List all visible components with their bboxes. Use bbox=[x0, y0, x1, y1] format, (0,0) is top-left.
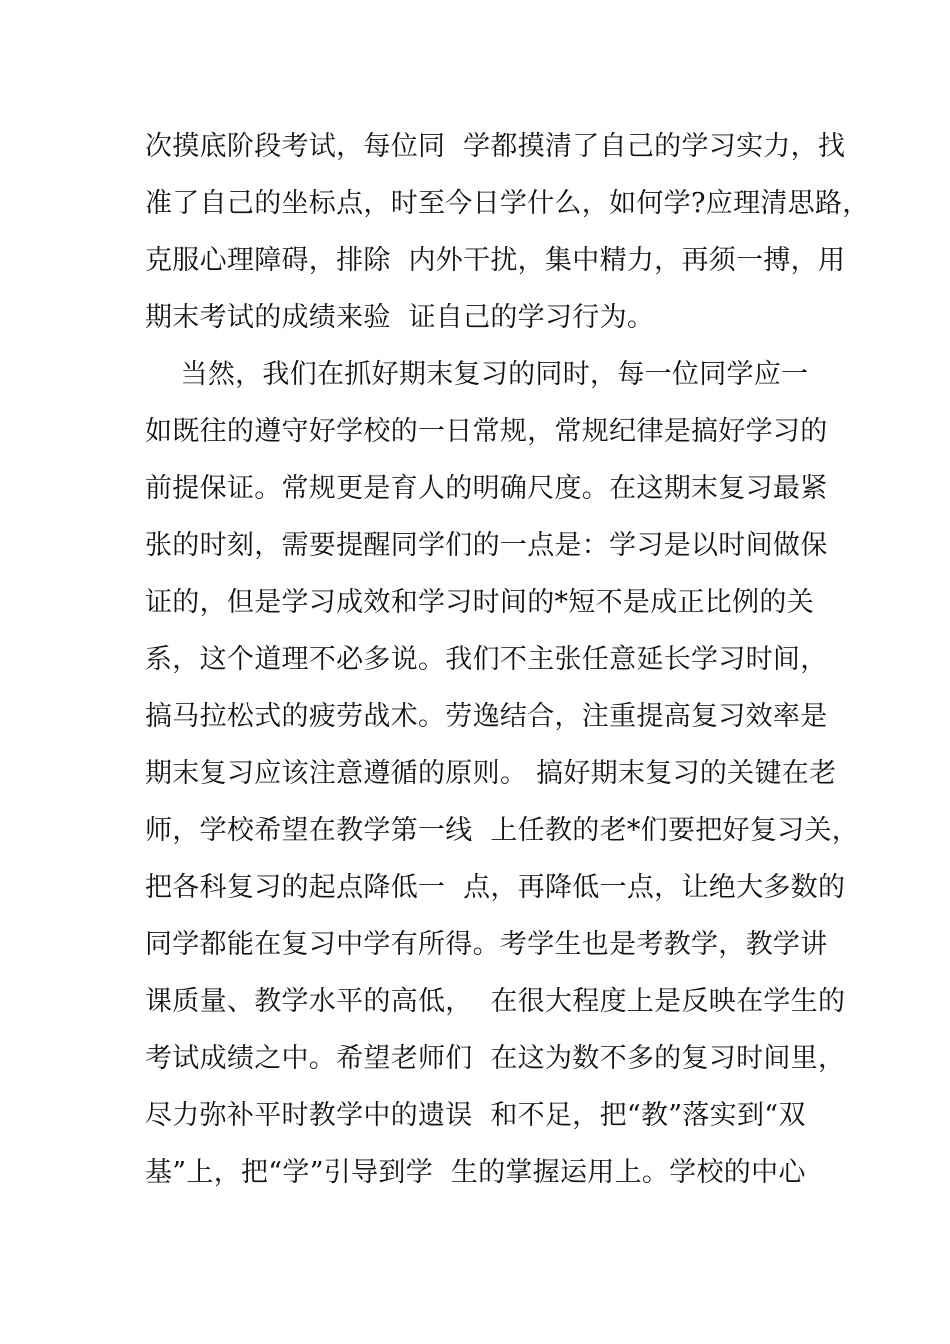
text-line: 考试成绩之中。希望老师们 在这为数不多的复习时间里， bbox=[145, 1043, 846, 1074]
text-line: 师，学校希望在教学第一线 上任教的老*们要把好复习关， bbox=[145, 815, 860, 846]
text-line: 系，这个道理不必多说。我们不主张任意延长学习时间， bbox=[145, 644, 828, 675]
text-line: 克服心理障碍，排除 内外干扰，集中精力，再须一搏，用 bbox=[145, 245, 846, 276]
body-text bbox=[145, 118, 870, 1201]
text-line: 次摸底阶段考试，每位同 学都摸清了自己的学习实力，找 bbox=[145, 131, 846, 162]
text-line: 张的时刻，需要提醒同学们的一点是：学习是以时间做保 bbox=[145, 530, 828, 561]
text-line: 期末考试的成绩来验 证自己的学习行为。 bbox=[145, 302, 655, 333]
text-line: 尽力弥补平时教学中的遗误 和不足，把“教”落实到“双 bbox=[145, 1100, 806, 1131]
text-line: 证的，但是学习成效和学习时间的*短不是成正比例的关 bbox=[145, 587, 814, 618]
text-line: 课质量、教学水平的高低， 在很大程度上是反映在学生的 bbox=[145, 986, 846, 1017]
text-line: 如既往的遵守好学校的一日常规，常规纪律是搞好学习的 bbox=[145, 416, 828, 447]
text-line: 前提保证。常规更是育人的明确尺度。在这期末复习最紧 bbox=[145, 473, 828, 504]
text-line: 搞马拉松式的疲劳战术。劳逸结合，注重提高复习效率是 bbox=[145, 701, 828, 732]
text-line: 同学都能在复习中学有所得。考学生也是考教学，教学讲 bbox=[145, 929, 828, 960]
text-line: 期末复习应该注意遵循的原则。 搞好期末复习的关键在老 bbox=[145, 758, 837, 789]
text-line: 把各科复习的起点降低一 点，再降低一点，让绝大多数的 bbox=[145, 872, 846, 903]
text-line: 基”上，把“学”引导到学 生的掌握运用上。学校的中心 bbox=[145, 1157, 806, 1188]
paragraph-start-line: 当然，我们在抓好期末复习的同时，每一位同学应一 bbox=[145, 359, 809, 390]
text-line: 准了自己的坐标点，时至今日学什么，如何学?应理清思路， bbox=[145, 188, 870, 219]
